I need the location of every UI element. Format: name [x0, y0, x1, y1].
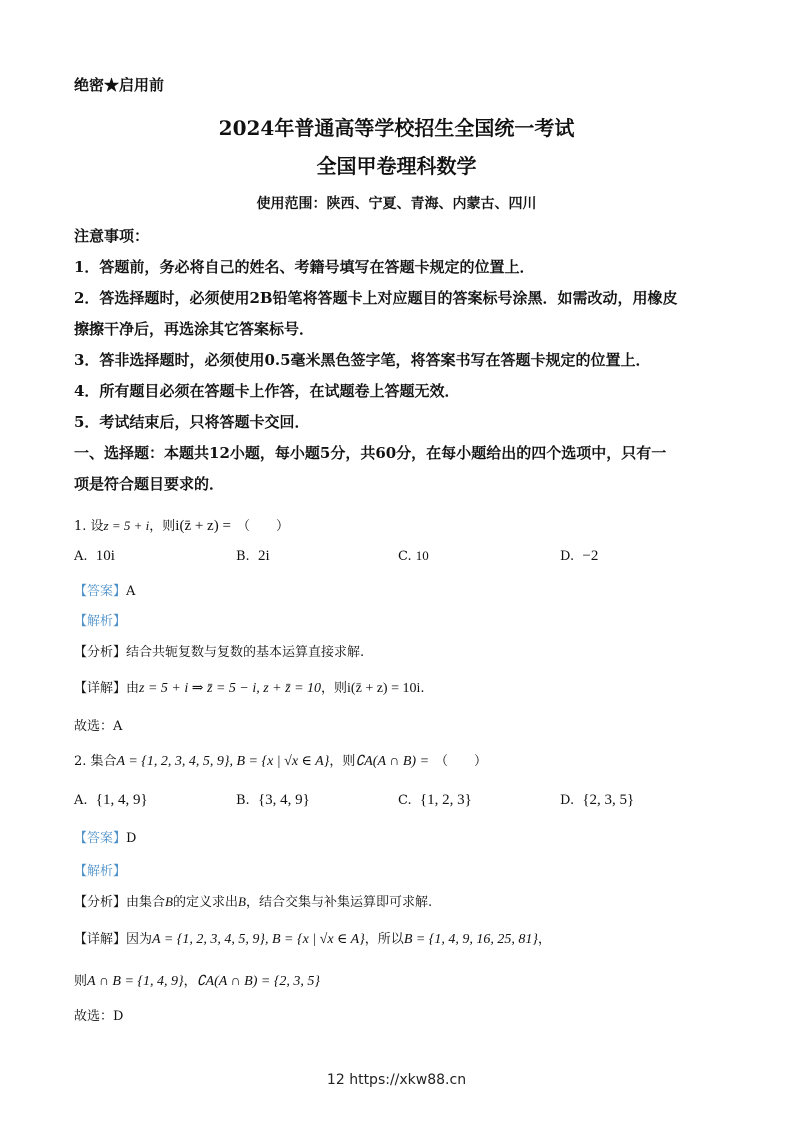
note-item: 3．答非选择题时，必须使用0.5毫米黑色签字笔，将答案书写在答题卡规定的位置上． — [74, 351, 651, 369]
question-2-stem: 2. 集合A = {1, 2, 3, 4, 5, 9}, B = {x | √x ∈ A}，则∁A(A ∩ B) = （ ） — [74, 754, 488, 769]
analysis-tag: 【解析】 — [74, 864, 127, 879]
option-a: A. 10i — [74, 548, 115, 564]
choice-line: 故选：A — [74, 719, 123, 734]
option-d: D. −2 — [560, 548, 599, 564]
math-expression: z = 5 + i ⇒ z̄ = 5 − i, z + z̄ = 10 — [139, 681, 322, 696]
math-expression: A = {1, 2, 3, 4, 5, 9}, B = {x | √x ∈ A} — [116, 754, 330, 769]
note-item: 2．答选择题时，必须使用2B铅笔将答题卡上对应题目的答案标号涂黑．如需改动，用橡皮 — [74, 289, 678, 307]
usage-scope: 使用范围：陕西、宁夏、青海、内蒙古、四川 — [256, 196, 537, 212]
exam-title: 2024年普通高等学校招生全国统一考试 — [218, 116, 575, 140]
option-c: C. {1, 2, 3} — [398, 792, 472, 808]
option-a: A. {1, 4, 9} — [74, 792, 148, 808]
math-expression: i(z̄ + z) = — [175, 518, 231, 534]
note-item: 5．考试结束后，只将答题卡交回． — [74, 413, 310, 431]
math-expression: A = {1, 2, 3, 4, 5, 9}, B = {x | √x ∈ A} — [152, 932, 365, 947]
note-item: 4．所有题目必须在答题卡上作答，在试题卷上答题无效． — [74, 382, 460, 400]
page-footer — [0, 1072, 793, 1088]
detail-line: 【详解】因为A = {1, 2, 3, 4, 5, 9}, B = {x | √x ∈ A}，所以B = {1, 4, 9, 16, 25, 81}， — [74, 932, 552, 947]
math-expression: z = 5 + i — [103, 518, 150, 533]
notes-heading: 注意事项： — [74, 227, 150, 245]
option-c: C. 10 — [398, 548, 429, 564]
analysis-line: 【分析】由集合B的定义求出B，结合交集与补集运算即可求解. — [74, 894, 433, 910]
confidential-mark: 绝密★启用前 — [74, 76, 165, 94]
math-expression: i(z̄ + z) = 10i — [347, 681, 421, 696]
page-number: 12 — [326, 1072, 345, 1088]
section-heading: 一、选择题：本题共12小题，每小题5分，共60分，在每小题给出的四个选项中，只有一 — [74, 444, 667, 462]
footer-url[interactable]: https://xkw88.cn — [349, 1072, 467, 1088]
note-item: 1．答题前，务必将自己的姓名、考籍号填写在答题卡规定的位置上． — [74, 258, 535, 276]
question-1-stem: 1. 设z = 5 + i，则i(z̄ + z) = （ ） — [74, 518, 289, 534]
answer-line: 【答案】D — [74, 831, 137, 846]
section-heading-cont: 项是符合题目要求的． — [74, 475, 225, 493]
detail-line-2: 则A ∩ B = {1, 4, 9}，∁A(A ∩ B) = {2, 3, 5} — [74, 974, 321, 989]
math-expression: B = {1, 4, 9, 16, 25, 81} — [403, 932, 539, 947]
detail-line: 【详解】由z = 5 + i ⇒ z̄ = 5 − i, z + z̄ = 10，则i(z̄ + z) = 10i. — [74, 681, 425, 696]
math-expression: ∁A(A ∩ B) = — [355, 754, 430, 769]
exam-subtitle: 全国甲卷理科数学 — [316, 154, 477, 178]
option-b: B. {3, 4, 9} — [236, 792, 310, 808]
choice-line: 故选：D — [74, 1009, 124, 1024]
option-d: D. {2, 3, 5} — [560, 792, 635, 808]
math-expression: ∁A(A ∩ B) = {2, 3, 5} — [196, 974, 321, 989]
analysis-line: 【分析】结合共轭复数与复数的基本运算直接求解. — [74, 645, 365, 660]
math-expression: A ∩ B = {1, 4, 9} — [87, 974, 184, 989]
option-b: B. 2i — [236, 548, 270, 564]
analysis-tag: 【解析】 — [74, 614, 127, 629]
answer-line: 【答案】A — [74, 584, 136, 599]
note-item: 擦擦干净后，再选涂其它答案标号． — [74, 320, 315, 338]
